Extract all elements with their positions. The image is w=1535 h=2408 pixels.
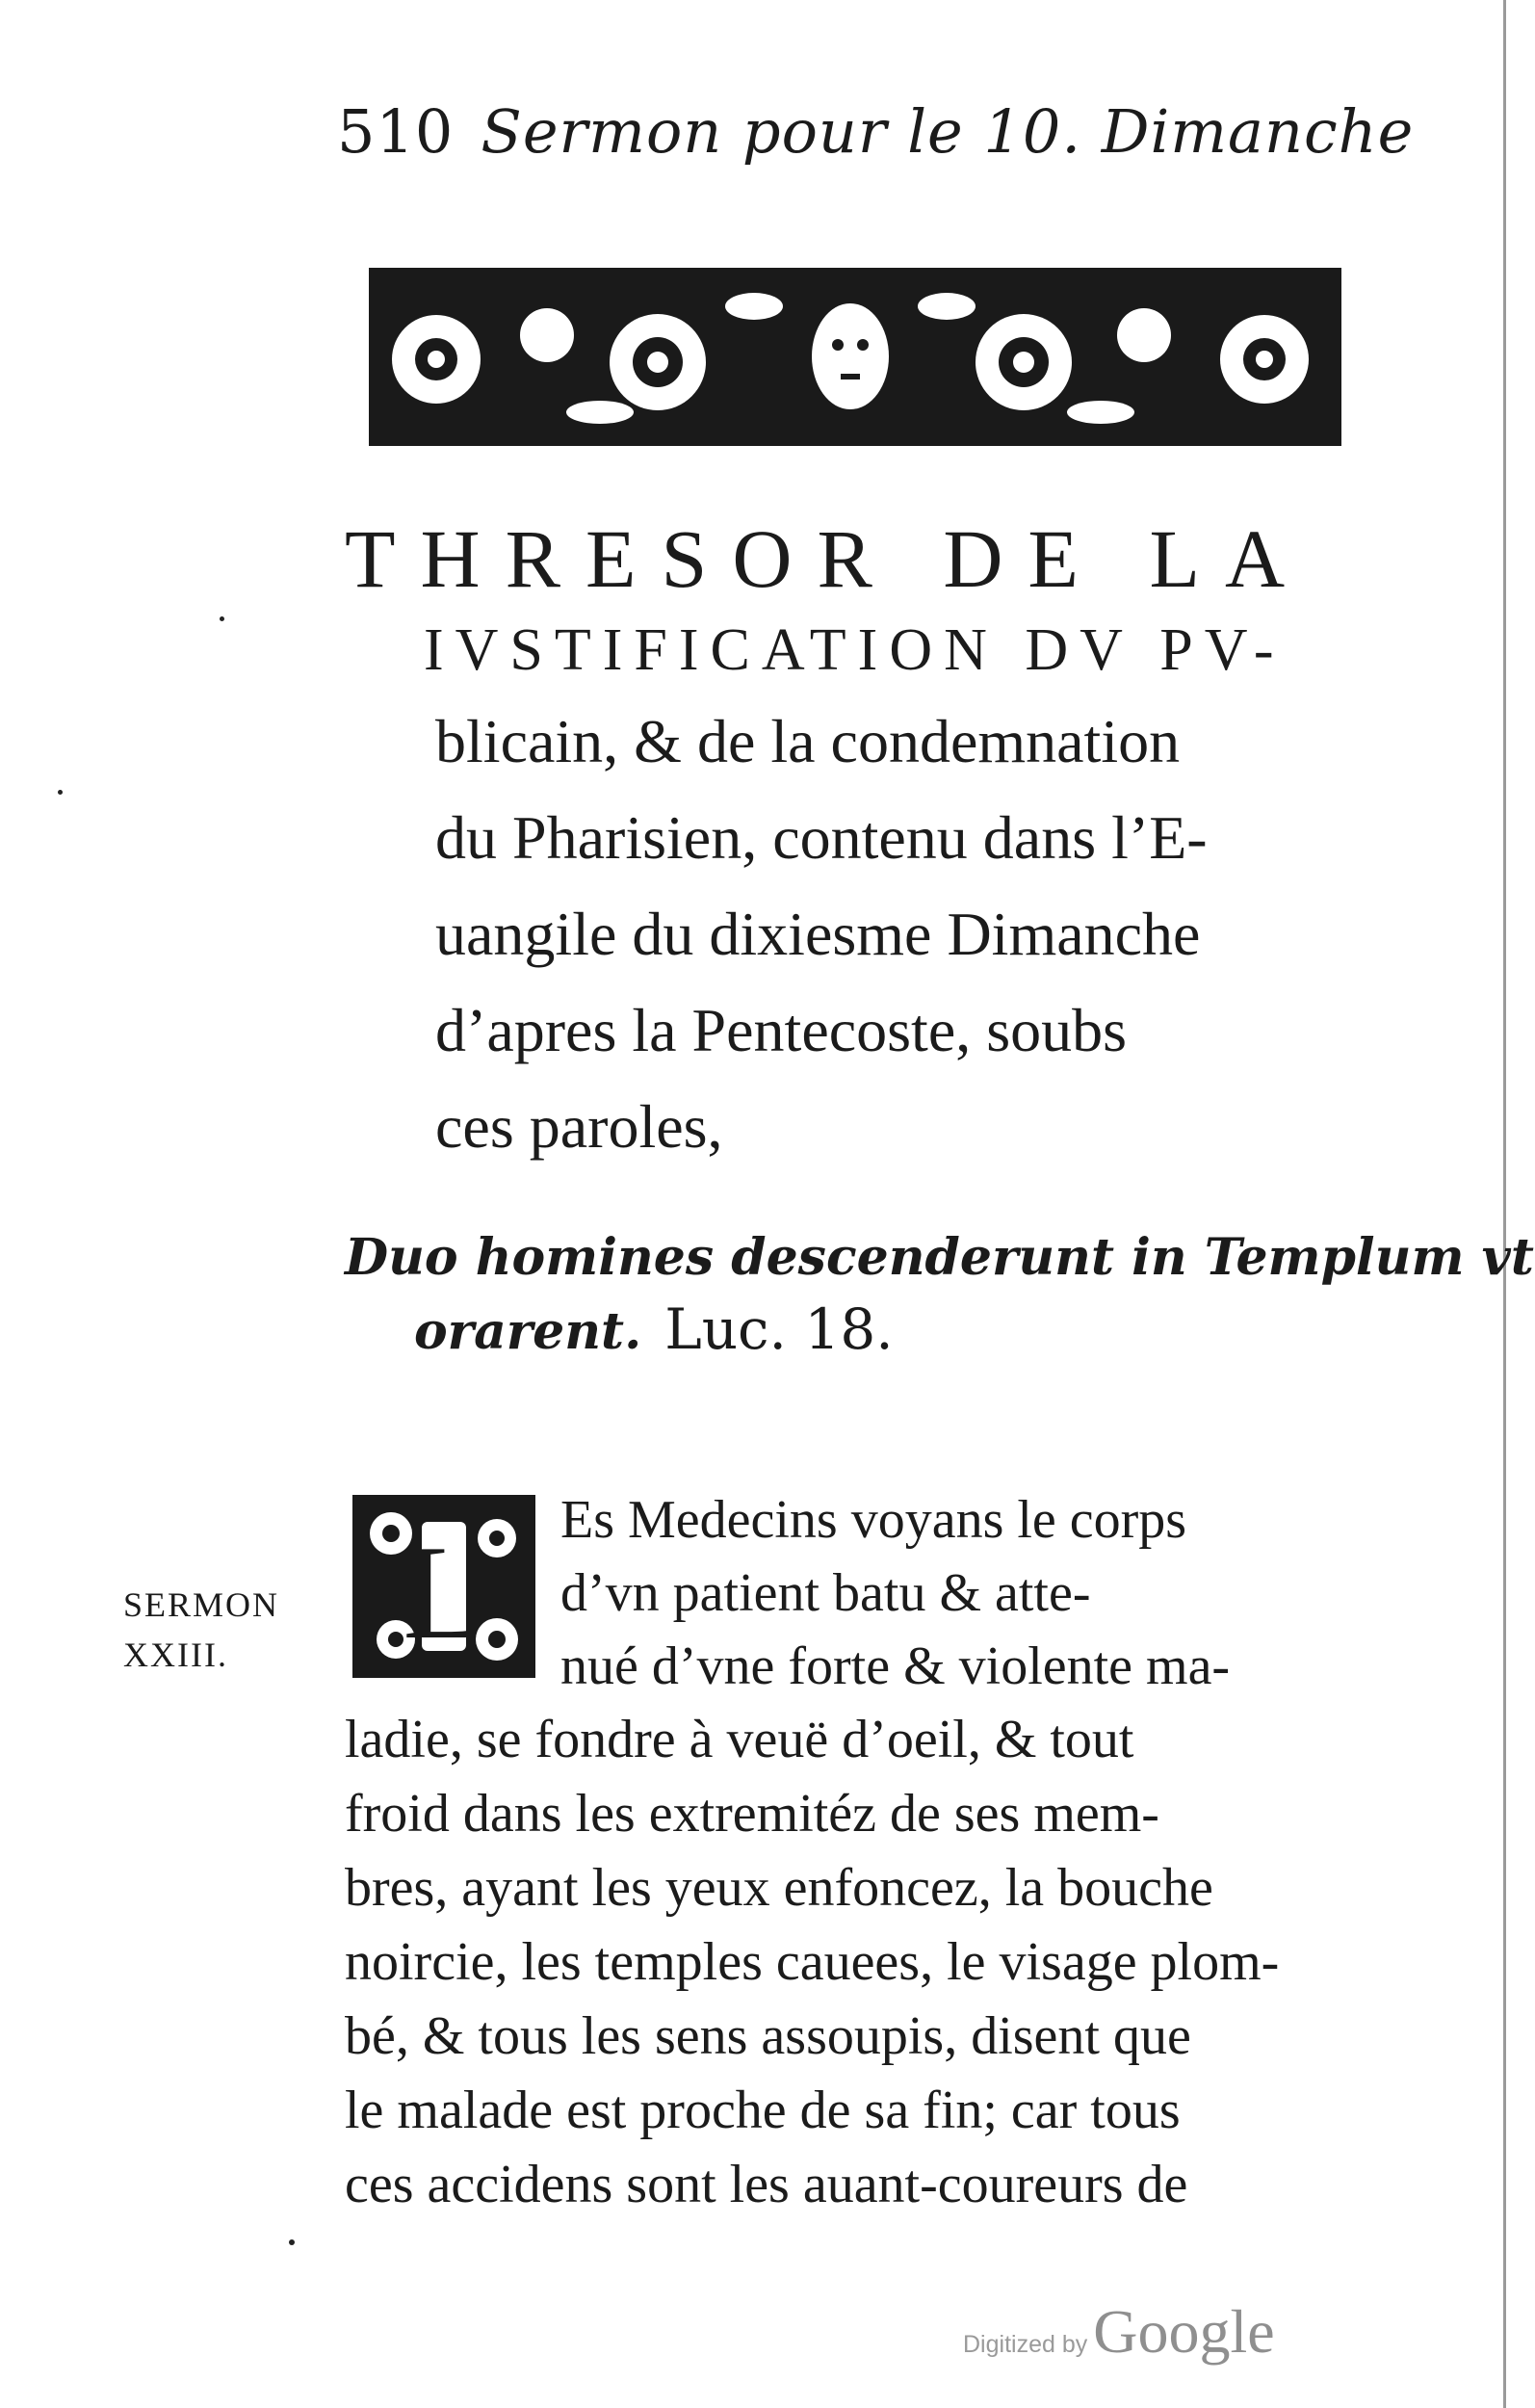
body-line: bres, ayant les yeux enfoncez, la bouche [345,1858,1213,1918]
digitized-by-google-watermark [963,2296,1275,2368]
body-line: d’vn patient batu & atte- [560,1563,1091,1623]
page-number: 510 [337,96,455,167]
body-line: noircie, les temples cauees, le visage plom- [345,1932,1280,1992]
page-edge-rule [1503,0,1506,2408]
body-line: ces accidens sont les auant-coureurs de [345,2155,1188,2214]
epigraph-line-2: orarent. [414,1302,642,1361]
running-head [337,96,1414,167]
body-text [345,1703,1279,2222]
body-line: nué d’vne forte & violente ma- [560,1636,1231,1696]
body-line: froid dans les extremitéz de ses mem- [345,1784,1159,1844]
title-body [435,694,1398,1175]
margin-note-line: XXIII. [123,1636,228,1674]
running-head-title: Sermon pour le 10. Dimanche [481,96,1415,167]
latin-epigraph [345,1221,1534,1368]
title-line-2: IVSTIFICATION DV PV- [424,617,1286,683]
title-line: uangile du dixiesme Dimanche [435,900,1201,968]
body-line: Es Medecins voyans le corps [560,1490,1187,1550]
decorated-dropcap [352,1495,535,1678]
title-line-1: THRESOR DE LA [345,512,1311,605]
title-line: blicain, & de la condemnation [435,707,1181,775]
ink-speck [58,790,63,795]
dropcap-letter: L [403,1518,485,1667]
woodcut-ornament-banner [369,268,1341,446]
scripture-reference: Luc. 18. [664,1296,894,1362]
ink-speck [220,616,224,621]
title-line: ces paroles, [435,1092,723,1161]
body-line: bé, & tous les sens assoupis, disent que [345,2006,1191,2066]
body-text-indented [560,1483,1230,1703]
epigraph-line-1: Duo homines descenderunt in Templum vt [345,1228,1534,1287]
body-line: ladie, se fondre à veuë d’oeil, & tout [345,1710,1134,1769]
title-line: du Pharisien, contenu dans l’E- [435,803,1208,872]
google-wordmark: Google [1093,2297,1275,2366]
ink-speck [289,2239,295,2245]
title-line: d’apres la Pentecoste, soubs [435,996,1128,1064]
margin-note [123,1580,279,1680]
digitized-by-label: Digitized by [963,2331,1088,2358]
body-line: le malade est proche de sa fin; car tous [345,2081,1181,2140]
margin-note-line: SERMON [123,1585,280,1624]
